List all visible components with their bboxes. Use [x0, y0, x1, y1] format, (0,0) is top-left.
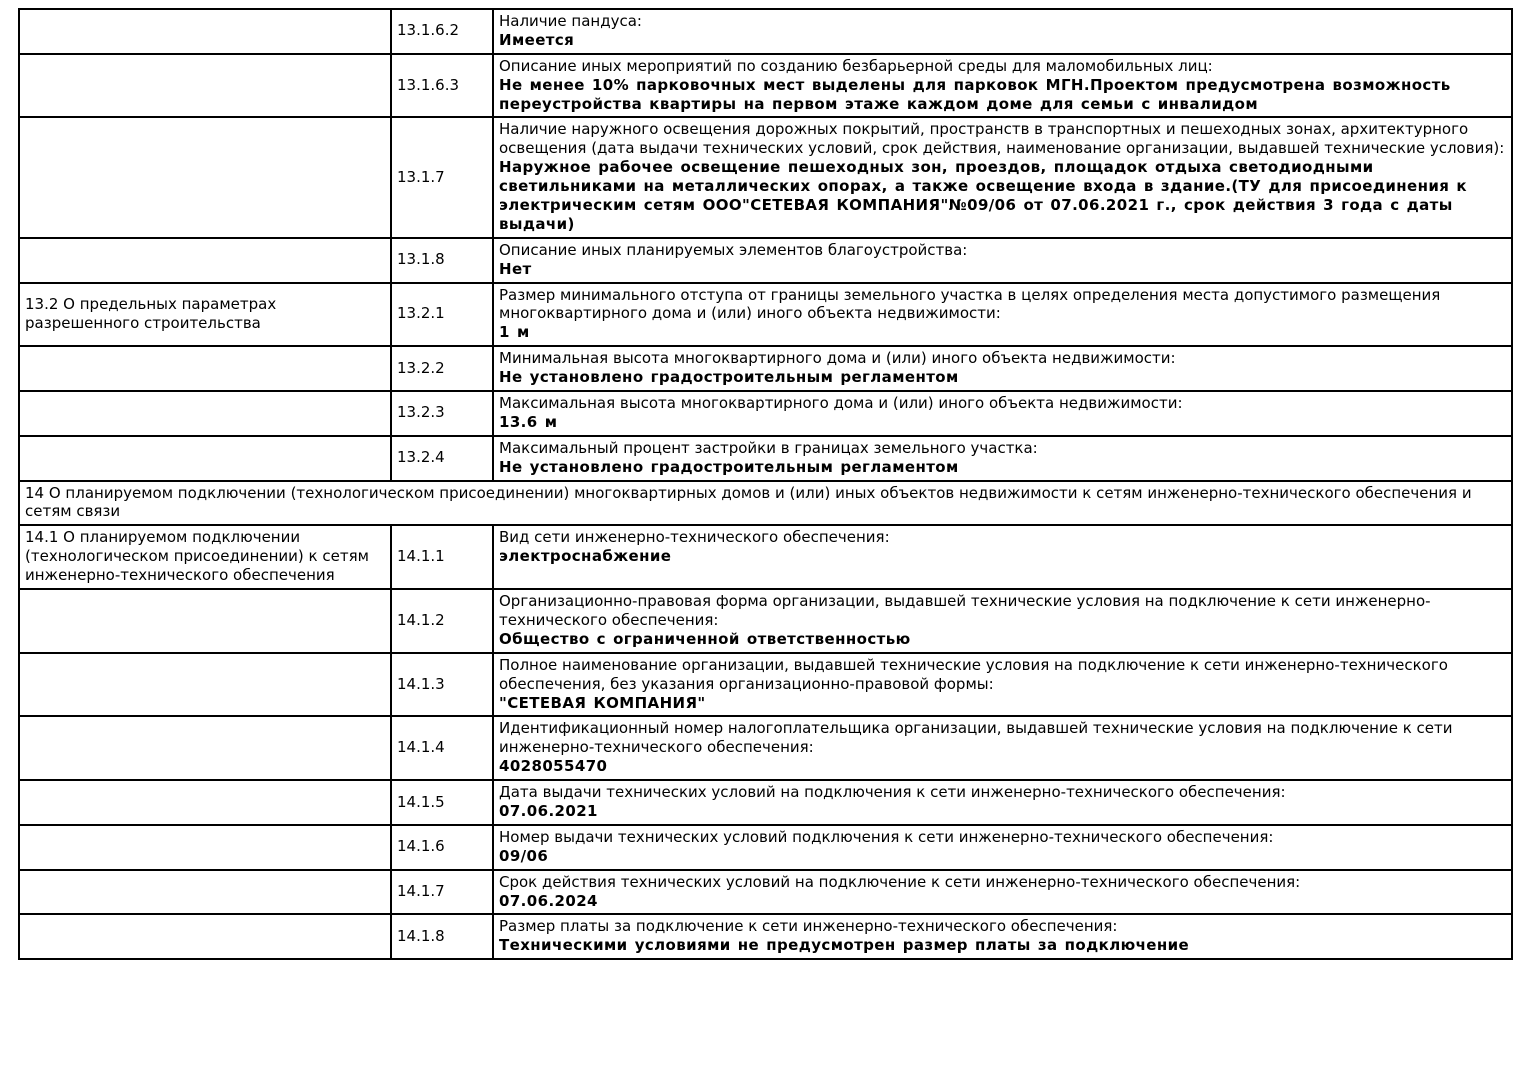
item-content-cell [493, 589, 1512, 653]
table-row [19, 436, 1512, 481]
section-title-cell [19, 589, 391, 653]
item-code-cell: 14.1.2 [391, 589, 493, 653]
item-label: Максимальная высота многоквартирного дома и (или) иного объекта недвижимости: [499, 394, 1183, 413]
section-title-cell [19, 653, 391, 717]
section-title-cell [19, 9, 391, 54]
section-title-cell [19, 825, 391, 870]
item-content-cell [493, 117, 1512, 237]
table-row [19, 346, 1512, 391]
item-label: Наличие пандуса: [499, 12, 642, 30]
item-value: 1 м [499, 323, 530, 342]
item-label: Дата выдачи технических условий на подключения к сети инженерно-технического обеспечения: [499, 783, 1286, 802]
item-value: Общество с ограниченной ответственностью [499, 629, 911, 648]
declaration-table [18, 8, 1513, 960]
item-code-cell: 14.1.4 [391, 716, 493, 780]
table-row [19, 117, 1512, 237]
item-value: "СЕТЕВАЯ КОМПАНИЯ" [499, 693, 706, 712]
table-row [19, 589, 1512, 653]
item-label: Размер минимального отступа от границы земельного участка в целях определения места допустимого размещения многоквартирного дома и (или) иного объекта недвижимости: [499, 285, 1441, 323]
item-label: Организационно-правовая форма организации, выдавшей технические условия на подключение к сети инженерно-технического обеспечения: [499, 592, 1431, 629]
item-content-cell [493, 346, 1512, 391]
item-content-cell [493, 525, 1512, 589]
item-content-cell [493, 9, 1512, 54]
item-code-cell: 13.2.3 [391, 391, 493, 436]
item-content-cell [493, 825, 1512, 870]
item-content-cell [493, 54, 1512, 118]
item-code-cell: 14.1.3 [391, 653, 493, 717]
item-content-cell [493, 870, 1512, 915]
item-content-cell [493, 283, 1512, 347]
item-code-cell: 13.1.7 [391, 117, 493, 237]
item-content-cell [493, 238, 1512, 283]
section-title-cell [19, 117, 391, 237]
table-row [19, 780, 1512, 825]
item-code-cell: 14.1.7 [391, 870, 493, 915]
item-label: Максимальный процент застройки в границах земельного участка: [499, 438, 1038, 457]
item-value: 4028055470 [499, 757, 608, 776]
item-value: Не менее 10% парковочных мест выделены для парковок МГН.Проектом предусмотрена возможность переустройства квартиры на первом этаже каждом доме для семьи с инвалидом [499, 75, 1451, 113]
section-title-cell [19, 780, 391, 825]
item-value: Имеется [499, 30, 575, 49]
item-code-cell: 14.1.8 [391, 914, 493, 959]
item-label: Описание иных планируемых элементов благоустройства: [499, 240, 968, 259]
table-row [19, 283, 1512, 347]
item-label: Размер платы за подключение к сети инженерно-технического обеспечения: [499, 917, 1118, 936]
table-row [19, 716, 1512, 780]
item-value: Техническими условиями не предусмотрен размер платы за подключение [499, 936, 1190, 955]
item-value: 13.6 м [499, 412, 558, 431]
item-label: Минимальная высота многоквартирного дома и (или) иного объекта недвижимости: [499, 349, 1176, 368]
item-value: Не установлено градостроительным регламентом [499, 457, 959, 476]
item-label: Номер выдачи технических условий подключения к сети инженерно-технического обеспечения: [499, 827, 1274, 846]
item-label: Срок действия технических условий на подключение к сети инженерно-технического обеспечения: [499, 872, 1301, 891]
table-row [19, 870, 1512, 915]
item-content-cell [493, 780, 1512, 825]
item-content-cell [493, 436, 1512, 481]
item-label: Описание иных мероприятий по созданию безбарьерной среды для маломобильных лиц: [499, 56, 1213, 75]
item-content-cell [493, 914, 1512, 959]
item-value: Наружное рабочее освещение пешеходных зон, проездов, площадок отдыха светодиодными светильниками на металлических опорах, а также освещение входа в здание.(ТУ для присоединения к электрическим сетям ООО"СЕТЕВАЯ КОМПАНИЯ"№09/06 от 07.06.2021 г., срок действия 3 года с даты выдачи) [499, 158, 1467, 233]
table-row [19, 238, 1512, 283]
section-title-cell [19, 346, 391, 391]
section-title-cell [19, 914, 391, 959]
item-code-cell: 13.1.8 [391, 238, 493, 283]
table-row [19, 825, 1512, 870]
item-value: Нет [499, 259, 532, 278]
section-title-cell [19, 870, 391, 915]
item-value: 09/06 [499, 846, 549, 865]
section-title-cell [19, 54, 391, 118]
item-label: Полное наименование организации, выдавшей технические условия на подключение к сети инженерно-технического обеспечения, без указания организационно-правовой формы: [499, 655, 1448, 693]
item-code-cell: 13.2.4 [391, 436, 493, 481]
item-label: Вид сети инженерно-технического обеспечения: [499, 528, 890, 547]
table-row [19, 653, 1512, 717]
item-value: электроснабжение [499, 547, 672, 566]
item-value: Не установлено градостроительным регламентом [499, 368, 959, 387]
item-code-cell: 13.1.6.3 [391, 54, 493, 118]
section-title-cell [19, 436, 391, 481]
table-row [19, 914, 1512, 959]
item-code-cell: 14.1.5 [391, 780, 493, 825]
item-code-cell: 13.2.1 [391, 283, 493, 347]
item-value: 07.06.2021 [499, 801, 598, 820]
table-row [19, 9, 1512, 54]
table-body [19, 9, 1512, 959]
section-header-cell: 14 О планируемом подключении (технологическом присоединении) многоквартирных домов и (или) иных объектов недвижимости к сетям инженерно-технического обеспечения и сетям связи [19, 481, 1512, 526]
item-code-cell: 13.1.6.2 [391, 9, 493, 54]
table-row [19, 54, 1512, 118]
section-title-cell: 13.2 О предельных параметрах разрешенного строительства [19, 283, 391, 347]
table-row [19, 481, 1512, 526]
section-title-cell: 14.1 О планируемом подключении (технологическом присоединении) к сетям инженерно-технического обеспечения [19, 525, 391, 589]
item-label: Наличие наружного освещения дорожных покрытий, пространств в транспортных и пешеходных зонах, архитектурного освещения (дата выдачи технических условий, срок действия, наименование организации, выдавшей технические условия): [499, 120, 1505, 158]
table-row [19, 391, 1512, 436]
section-title-cell [19, 238, 391, 283]
item-value: 07.06.2024 [499, 891, 598, 910]
table-row [19, 525, 1512, 589]
item-content-cell [493, 653, 1512, 717]
item-content-cell [493, 391, 1512, 436]
section-title-cell [19, 716, 391, 780]
item-code-cell: 14.1.1 [391, 525, 493, 589]
section-title-cell [19, 391, 391, 436]
item-code-cell: 14.1.6 [391, 825, 493, 870]
item-label: Идентификационный номер налогоплательщика организации, выдавшей технические условия на подключение к сети инженерно-технического обеспечения: [499, 719, 1453, 757]
item-code-cell: 13.2.2 [391, 346, 493, 391]
item-content-cell [493, 716, 1512, 780]
